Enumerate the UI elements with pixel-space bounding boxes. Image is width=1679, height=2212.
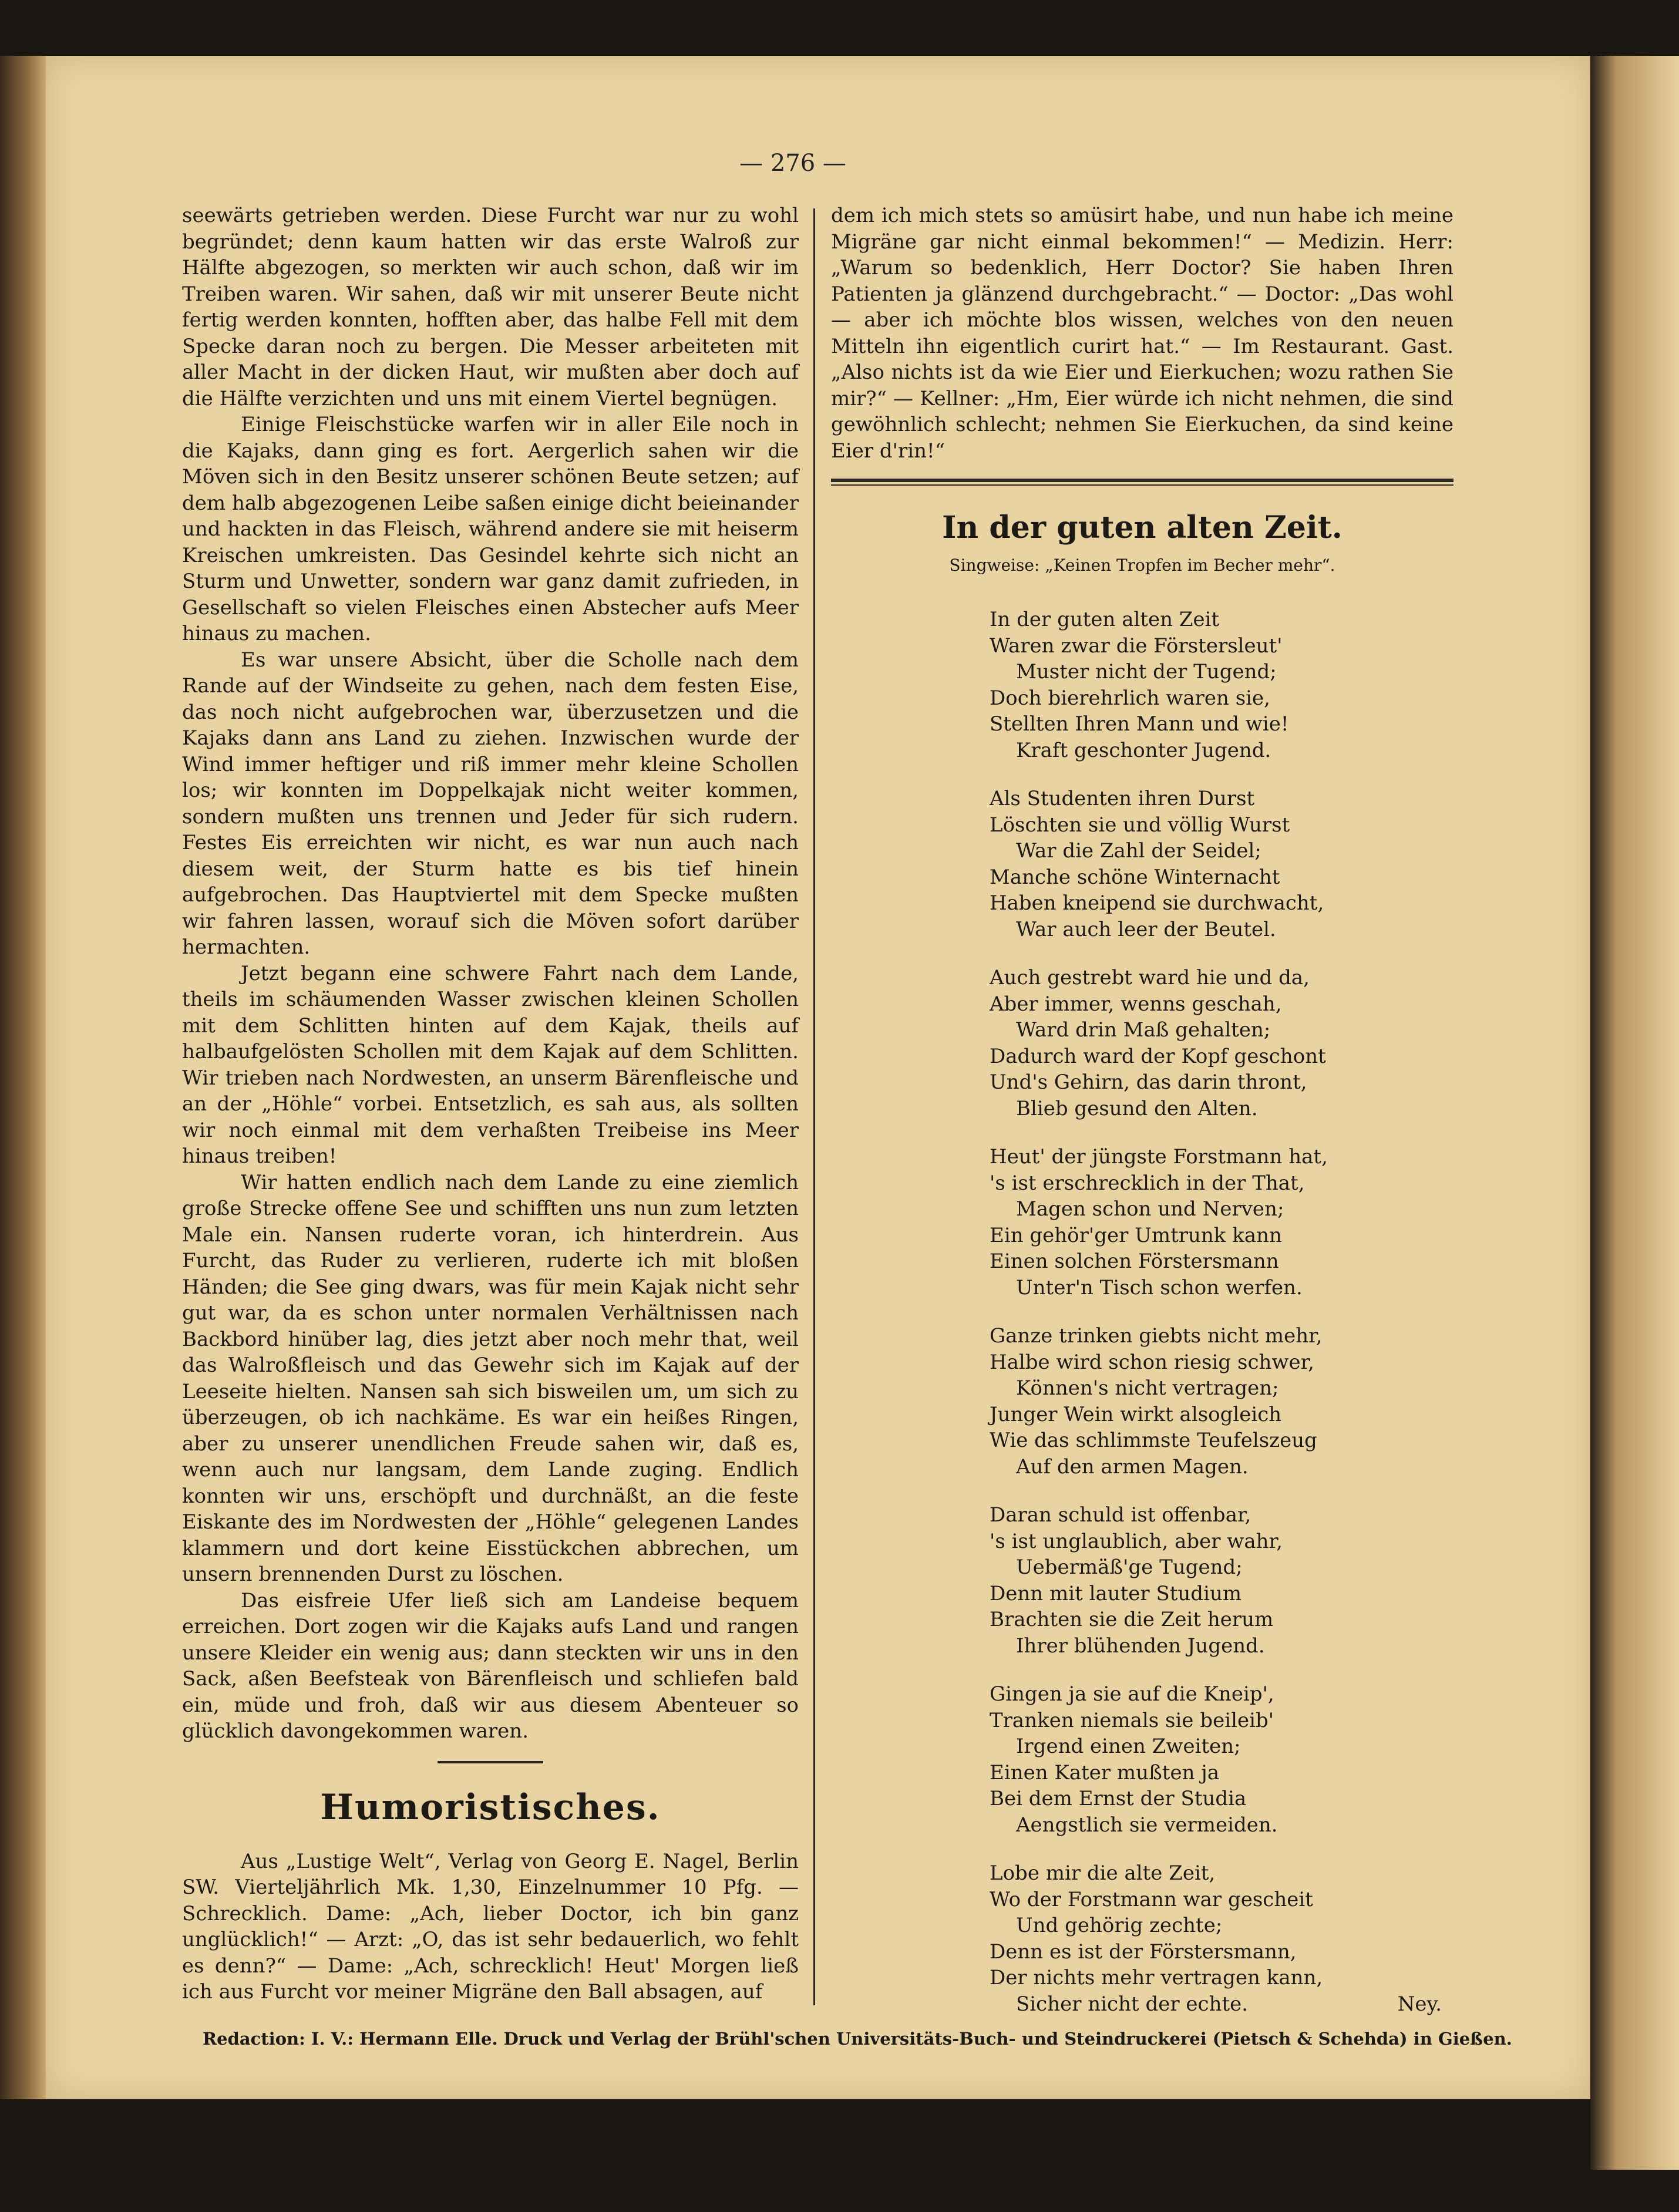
poem-line: 's ist unglaublich, aber wahr, bbox=[990, 1529, 1283, 1553]
section-rule bbox=[438, 1761, 543, 1763]
poem-line: In der guten alten Zeit bbox=[990, 608, 1220, 631]
poem-line: Einen solchen Förstersmann bbox=[990, 1250, 1279, 1273]
poem-line: Tranken niemals sie beileib' bbox=[990, 1708, 1274, 1732]
poem-line: Lobe mir die alte Zeit, bbox=[990, 1861, 1216, 1885]
poem-line: Können's nicht vertragen; bbox=[1016, 1376, 1279, 1400]
poem-line: Kraft geschonter Jugend. bbox=[1016, 738, 1271, 762]
poem-line: Gingen ja sie auf die Kneip', bbox=[990, 1682, 1274, 1706]
poem-line: War auch leer der Beutel. bbox=[1016, 917, 1276, 941]
section-double-rule bbox=[831, 479, 1453, 486]
poem-line: Ganze trinken giebts nicht mehr, bbox=[990, 1324, 1323, 1348]
poem-author: Ney. bbox=[1397, 1992, 1442, 2016]
paragraph: Jetzt begann eine schwere Fahrt nach dem Lande, theils im schäumenden Wasser zwischen kleinen Schollen mit dem Schlitten hinten auf dem Kajak, theils auf halbaufgelösten Schollen mit dem Kajak auf dem Schlitten. Wir trieben nach Nordwesten, an unserm Bärenfleische und an der „Höhle“ vorbei. Entsetzlich, es sah aus, als sollten wir noch einmal mit dem verhaßten Treibeise ins Meer hinaus treiben! bbox=[182, 961, 799, 1168]
poem-stanza bbox=[990, 1502, 1453, 1659]
poem-line: War die Zahl der Seidel; bbox=[1016, 839, 1261, 863]
poem-stanza bbox=[990, 786, 1453, 942]
poem-line: Sicher nicht der echte. bbox=[1016, 1992, 1249, 2016]
paragraph: Wir hatten endlich nach dem Lande zu eine ziemlich große Strecke offene See und schifften uns nun zum letzten Male ein. Nansen ruderte voran, ich hinterdrein. Aus Furcht, das Ruder zu verlieren, ruderte ich mit bloßen Händen; die See ging dwars, was für mein Kajak nicht sehr gut war, da es schon unter normalen Verhältnissen nach Backbord hinüber lag, dies jetzt aber noch mehr that, weil das Walroßfleisch und das Gewehr sich im Kajak auf der Leeseite hielten. Nansen sah sich bisweilen um, um sich zu überzeugen, ob ich nachkäme. Es war ein heißes Ringen, aber zu unserer unendlichen Freude sahen wir, daß es, wenn auch nur langsam, dem Lande zuging. Endlich konnten wir uns, erschöpft und durchnäßt, an die feste Eiskante des im Nordwesten der „Höhle“ gelegenen Landes klammern und dort keine Eisstückchen abbrechen, um unsern brennenden Durst zu löschen. bbox=[182, 1170, 799, 1586]
right-column bbox=[831, 203, 1453, 2039]
poem-line: Denn mit lauter Studium bbox=[990, 1581, 1242, 1605]
paragraph: seewärts getrieben werden. Diese Furcht war nur zu wohl begründet; denn kaum hatten wir das erste Walroß zur Hälfte abgezogen, so merkten wir auch schon, daß wir im Treiben waren. Wir sahen, daß wir mit unserer Beute nicht fertig werden konnten, hofften aber, das halbe Fell mit dem Specke daran noch zu bergen. Die Messer arbeiteten mit aller Macht in der dicken Haut, wir mußten aber doch auf die Hälfte verzichten und uns mit einem Viertel begnügen. bbox=[182, 204, 799, 410]
poem-line: Heut' der jüngste Forstmann hat, bbox=[990, 1145, 1328, 1169]
poem-line: Waren zwar die Förstersleut' bbox=[990, 634, 1283, 658]
poem-line: Stellten Ihren Mann und wie! bbox=[990, 712, 1289, 736]
poem-stanza bbox=[990, 1681, 1453, 1838]
poem-line: Der nichts mehr vertragen kann, bbox=[990, 1966, 1323, 1989]
imprint-footer: Redaction: I. V.: Hermann Elle. Druck und Verlag der Brühl'schen Universitäts-Buch- und Steindruckerei (Pietsch & Schehda) in Gießen. bbox=[203, 2029, 1512, 2049]
poem-stanza bbox=[990, 965, 1453, 1122]
poem-title: In der guten alten Zeit. bbox=[942, 510, 1342, 546]
column-divider bbox=[813, 208, 815, 2005]
poem-stanza bbox=[990, 1144, 1453, 1301]
page-number: — 276 — bbox=[739, 150, 846, 177]
poem-line: Ward drin Maß gehalten; bbox=[1016, 1018, 1271, 1042]
poem-stanza bbox=[990, 1323, 1453, 1480]
poem-line: 's ist erschrecklich in der That, bbox=[990, 1171, 1305, 1195]
humor-paragraph: Aus „Lustige Welt“, Verlag von Georg E. Nagel, Berlin SW. Vierteljährlich Mk. 1,30, Einzelnummer 10 Pfg. — Schrecklich. Dame: „Ach, lieber Doctor, ich bin ganz unglücklich!“ — Arzt: „O, das ist sehr bedauerlich, wo fehlt es denn?“ — Dame: „Ach, schrecklich! Heut' Morgen ließ ich aus Furcht vor meiner Migräne den Ball absagen, auf bbox=[182, 1849, 799, 2004]
book-spine bbox=[0, 56, 46, 2099]
paragraph: Es war unsere Absicht, über die Scholle nach dem Rande auf der Windseite zu gehen, nach dem festen Eise, das noch nicht aufgebrochen war, überzusetzen und die Kajaks dann ans Land zu ziehen. Inzwischen wurde der Wind immer heftiger und riß immer mehr kleine Schollen los; wir konnten im Doppelkajak nicht weiter kommen, sondern mußten uns trennen und Jeder für sich rudern. Festes Eis erreichten wir nicht, es war nun auch nach diesem weit, der Sturm hatte es bis tief hinein aufgebrochen. Das Hauptviertel mit dem Specke mußten wir fahren lassen, worauf sich die Möven sofort darüber hermachten. bbox=[182, 648, 799, 959]
poem-line: Dadurch ward der Kopf geschont bbox=[990, 1044, 1326, 1068]
humor-continued: dem ich mich stets so amüsirt habe, und nun habe ich meine Migräne gar nicht einmal bekommen!“ — Medizin. Herr: „Warum so bedenklich, Herr Doctor? Sie haben Ihren Patienten ja glänzend durchgebracht.“ — Doctor: „Das wohl — aber ich möchte blos wissen, welches von den neuen Mitteln ihn eigentlich curirt hat.“ — Im Restaurant. Gast. „Also nichts ist da wie Eier und Eierkuchen; wozu rathen Sie mir?“ — Kellner: „Hm, Eier würde ich nicht nehmen, die sind gewöhnlich schlecht; nehmen Sie Eierkuchen, da sind keine Eier d'rin!“ bbox=[831, 204, 1453, 463]
poem-body bbox=[831, 607, 1453, 2017]
poem-line: Als Studenten ihren Durst bbox=[990, 787, 1255, 810]
poem-line: Und gehörig zechte; bbox=[1016, 1914, 1223, 1937]
facing-page-edge bbox=[1590, 56, 1679, 2170]
poem-line: Denn es ist der Förstersmann, bbox=[990, 1940, 1297, 1964]
poem-line: Einen Kater mußten ja bbox=[990, 1760, 1220, 1785]
poem-line: Und's Gehirn, das darin thront, bbox=[990, 1070, 1307, 1094]
poem-line: Manche schöne Winternacht bbox=[990, 865, 1280, 889]
section-title-humor: Humoristisches. bbox=[320, 1786, 661, 1828]
poem-line: Junger Wein wirkt alsogleich bbox=[990, 1402, 1282, 1426]
poem-line: Doch bierehrlich waren sie, bbox=[990, 686, 1270, 710]
poem-line: Wie das schlimmste Teufelszeug bbox=[990, 1429, 1317, 1452]
poem-stanza bbox=[990, 607, 1453, 763]
poem-line: Uebermäß'ge Tugend; bbox=[1016, 1556, 1243, 1579]
poem-line: Ihrer blühenden Jugend. bbox=[1016, 1634, 1265, 1658]
poem-line: Wo der Forstmann war gescheit bbox=[990, 1887, 1313, 1911]
poem-subtitle: Singweise: „Keinen Tropfen im Becher mehr“. bbox=[949, 555, 1335, 575]
poem-line: Ein gehör'ger Umtrunk kann bbox=[990, 1223, 1282, 1247]
poem-line: Irgend einen Zweiten; bbox=[1016, 1735, 1241, 1758]
poem-line: Auch gestrebt ward hie und da, bbox=[990, 966, 1310, 989]
poem-line: Magen schon und Nerven; bbox=[1016, 1197, 1284, 1221]
poem-line: Auf den armen Magen. bbox=[1016, 1455, 1249, 1479]
paragraph: Einige Fleischstücke warfen wir in aller Eile noch in die Kajaks, dann ging es fort. Aergerlich sahen wir die Möven sich in den Besitz unserer schönen Beute setzen; auf dem halb abgezogenen Leibe saßen einige dicht beieinander und hackten in das Fleisch, während andere sie mit heiserm Kreischen umkreisten. Das Gesindel kehrte sich nicht an Sturm und Unwetter, sondern war ganz damit zufrieden, in Gesellschaft so vielen Fleisches einen Abstecher aufs Meer hinaus zu machen. bbox=[182, 413, 799, 645]
poem-line: Aber immer, wenns geschah, bbox=[990, 992, 1282, 1016]
paragraph: Das eisfreie Ufer ließ sich am Landeise bequem erreichen. Dort zogen wir die Kajaks aufs Land und rangen unsere Kleider ein wenig aus; dann steckten wir uns in den Sack, aßen Beefsteak von Bärenfleisch und schliefen bald ein, müde und froh, daß wir aus diesem Abenteuer so glücklich davongekommen waren. bbox=[182, 1588, 799, 1743]
poem-line: Brachten sie die Zeit herum bbox=[990, 1608, 1274, 1631]
poem-line: Löschten sie und völlig Wurst bbox=[990, 813, 1290, 837]
poem-line: Unter'n Tisch schon werfen. bbox=[1016, 1275, 1303, 1299]
poem-line: Aengstlich sie vermeiden. bbox=[1016, 1813, 1278, 1837]
left-column bbox=[182, 203, 799, 2005]
poem-line: Bei dem Ernst der Studia bbox=[990, 1787, 1247, 1810]
poem-stanza bbox=[990, 1860, 1453, 2017]
poem-line: Haben kneipend sie durchwacht, bbox=[990, 891, 1324, 915]
poem-line: Blieb gesund den Alten. bbox=[1016, 1096, 1258, 1120]
poem-line: Muster nicht der Tugend; bbox=[1016, 660, 1277, 684]
poem-line: Halbe wird schon riesig schwer, bbox=[990, 1350, 1314, 1374]
poem-line: Daran schuld ist offenbar, bbox=[990, 1503, 1251, 1527]
